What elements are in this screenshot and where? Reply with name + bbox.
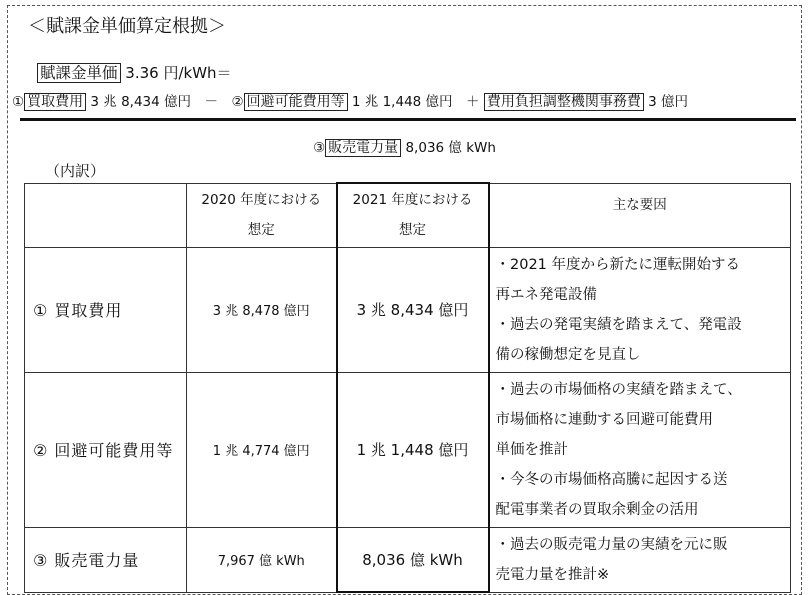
reason-line: ・過去の販売電力量の実績を元に販: [495, 536, 728, 553]
formula-line-1: [37, 61, 232, 83]
header-2020-line1: 2020 年度における: [201, 192, 322, 208]
reason-line: 単価を推計: [495, 441, 568, 458]
reason-line: ・今冬の市場価格高騰に起因する送: [495, 471, 728, 488]
avoidable-cost-box: 回避可能費用等: [244, 93, 348, 111]
reason-line: 売電力量を推計※: [495, 566, 610, 583]
avoidable-cost-value: 1 兆 1,448 億円 ＋: [351, 94, 480, 110]
reason-line: 備の稼働想定を見直し: [495, 346, 641, 363]
row-item: ① 買取費用: [25, 247, 187, 372]
admin-cost-box: 費用負担調整機関事務費: [484, 93, 644, 111]
sales-volume-value: 8,036 億 kWh: [405, 140, 496, 156]
reason-line: ・過去の市場価格の実績を踏まえて、: [495, 381, 742, 398]
purchase-marker: ①: [12, 94, 25, 110]
row-2021-value: 3 兆 8,434 億円: [337, 247, 489, 372]
header-2020-line2: 想定: [247, 222, 275, 238]
header-2021-line1: 2021 年度における: [352, 192, 473, 209]
page-title: ＜賦課金単価算定根拠＞: [28, 16, 226, 37]
row-2020-value: 3 兆 8,478 億円: [187, 247, 337, 372]
table-header-row: [25, 183, 791, 247]
row-reasons: [489, 527, 791, 592]
sales-marker: ③: [313, 140, 326, 156]
row-2020-value: 1 兆 4,774 億円: [187, 372, 337, 527]
admin-cost-value: 3 億円: [648, 94, 689, 110]
purchase-cost-value: 3 兆 8,434 億円 － ②: [90, 94, 244, 110]
header-2021: [337, 183, 489, 247]
row-item: ③ 販売電力量: [25, 527, 187, 592]
formula-denominator: [0, 136, 809, 157]
reason-line: 配電事業者の買取余剰金の活用: [495, 501, 699, 518]
header-item: [25, 183, 187, 247]
table-row: [25, 247, 791, 372]
formula-line-2: [12, 90, 688, 111]
breakdown-table: [24, 182, 791, 593]
table-row: [25, 527, 791, 592]
row-2021-value: 1 兆 1,448 億円: [337, 372, 489, 527]
reason-line: 再エネ発電設備: [495, 286, 597, 303]
unit-price-value: 3.36 円/kWh＝: [125, 64, 232, 82]
header-2020: [187, 183, 337, 247]
table-row: [25, 372, 791, 527]
row-2020-value: 7,967 億 kWh: [187, 527, 337, 592]
sales-volume-box: 販売電力量: [325, 139, 401, 157]
header-2021-line2: 想定: [399, 222, 426, 239]
reason-line: 市場価格に連動する回避可能費用: [495, 411, 713, 428]
row-reasons: [489, 372, 791, 527]
fraction-bar: [20, 118, 796, 121]
row-item: ② 回避可能費用等: [25, 372, 187, 527]
header-factors: 主な要因: [489, 183, 791, 247]
row-2021-value: 8,036 億 kWh: [337, 527, 489, 592]
unit-price-label: 賦課金単価: [37, 63, 121, 83]
reason-line: ・2021 年度から新たに運転開始する: [495, 256, 741, 273]
purchase-cost-box: 買取費用: [24, 93, 86, 111]
row-reasons: [489, 247, 791, 372]
breakdown-label: （内訳）: [45, 162, 106, 180]
reason-line: ・過去の発電実績を踏まえて、発電設: [495, 316, 742, 333]
